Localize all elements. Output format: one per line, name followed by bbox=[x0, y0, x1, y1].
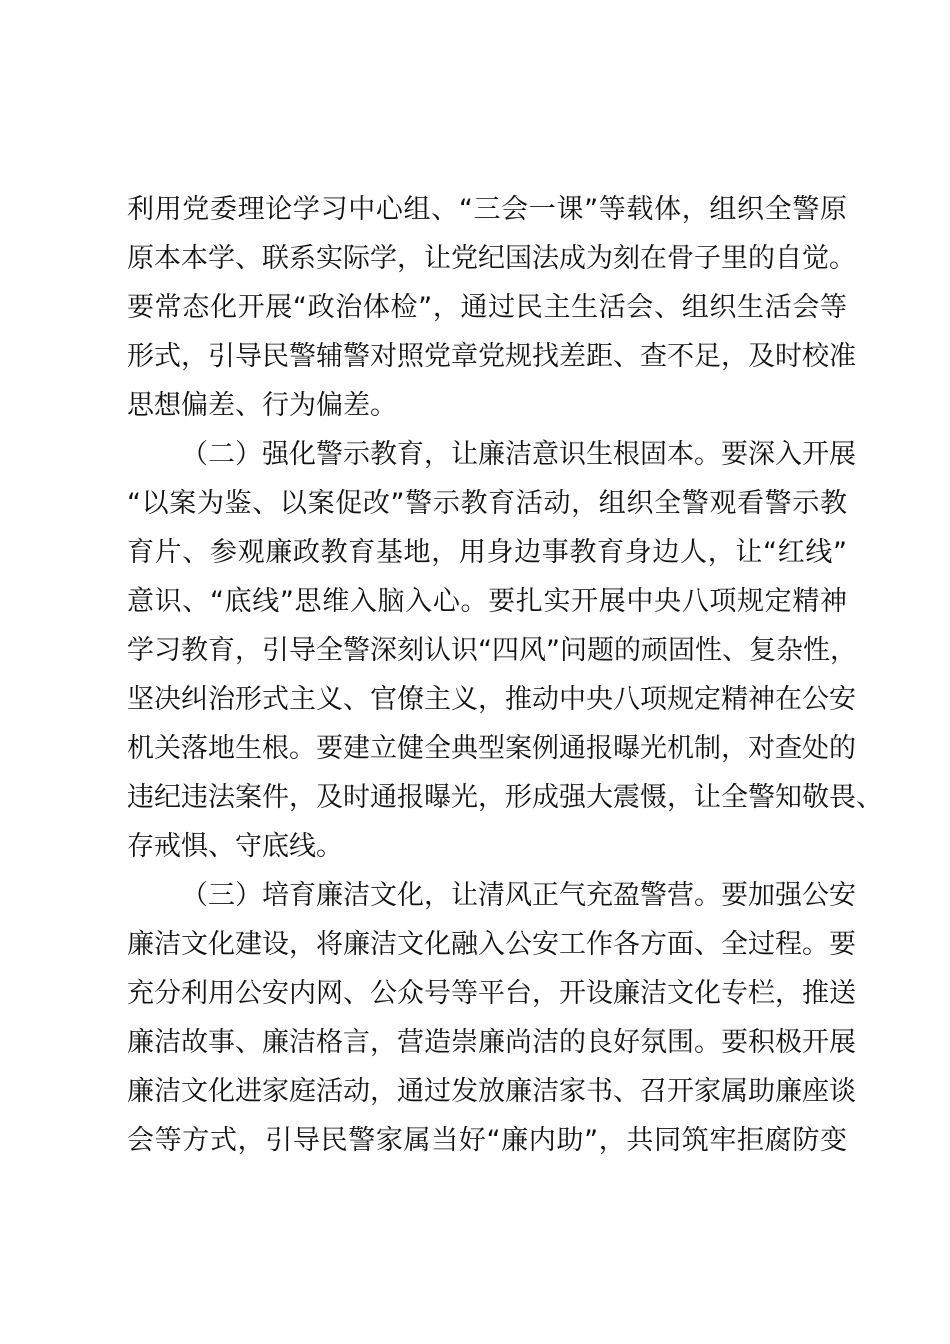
text-line: 形式，引导民警辅警对照党章党规找差距、查不足，及时校准 bbox=[127, 341, 856, 372]
text-line: 育片、参观廉政教育基地，用身边事教育身边人，让“红线” bbox=[127, 537, 847, 568]
body-text bbox=[127, 185, 883, 1165]
text-line: “以案为鉴、以案促改”警示教育活动，组织全警观看警示教 bbox=[127, 488, 847, 519]
text-line: 坚决纠治形式主义、官僚主义，推动中央八项规定精神在公安 bbox=[127, 684, 856, 715]
text-line: 会等方式，引导民警家属当好“廉内助”，共同筑牢拒腐防变 bbox=[127, 1125, 847, 1156]
text-line: 廉洁故事、廉洁格言，营造崇廉尚洁的良好氛围。要积极开展 bbox=[127, 1027, 856, 1058]
text-line: 廉洁文化进家庭活动，通过发放廉洁家书、召开家属助廉座谈 bbox=[127, 1076, 856, 1107]
text-line: 廉洁文化建设，将廉洁文化融入公安工作各方面、全过程。要 bbox=[127, 929, 856, 960]
text-line: 违纪违法案件，及时通报曝光，形成强大震慑，让全警知敬畏、 bbox=[127, 782, 883, 813]
text-line: 机关落地生根。要建立健全典型案例通报曝光机制，对查处的 bbox=[127, 733, 856, 764]
text-line: 要常态化开展“政治体检”，通过民主生活会、组织生活会等 bbox=[127, 292, 847, 323]
text-line: 充分利用公安内网、公众号等平台，开设廉洁文化专栏，推送 bbox=[127, 978, 856, 1009]
text-line: 利用党委理论学习中心组、“三会一课”等载体，组织全警原 bbox=[127, 194, 847, 225]
text-line: 存戒惧、守底线。 bbox=[127, 831, 343, 862]
section-heading-line: （三）培育廉洁文化，让清风正气充盈警营。要加强公安 bbox=[181, 880, 856, 911]
text-line: 意识、“底线”思维入脑入心。要扎实开展中央八项规定精神 bbox=[127, 586, 847, 617]
section-heading-line: （二）强化警示教育，让廉洁意识生根固本。要深入开展 bbox=[181, 439, 856, 470]
text-line: 思想偏差、行为偏差。 bbox=[127, 390, 397, 421]
text-line: 原本本学、联系实际学，让党纪国法成为刻在骨子里的自觉。 bbox=[127, 243, 856, 274]
text-line: 学习教育，引导全警深刻认识“四风”问题的顽固性、复杂性， bbox=[127, 635, 857, 666]
